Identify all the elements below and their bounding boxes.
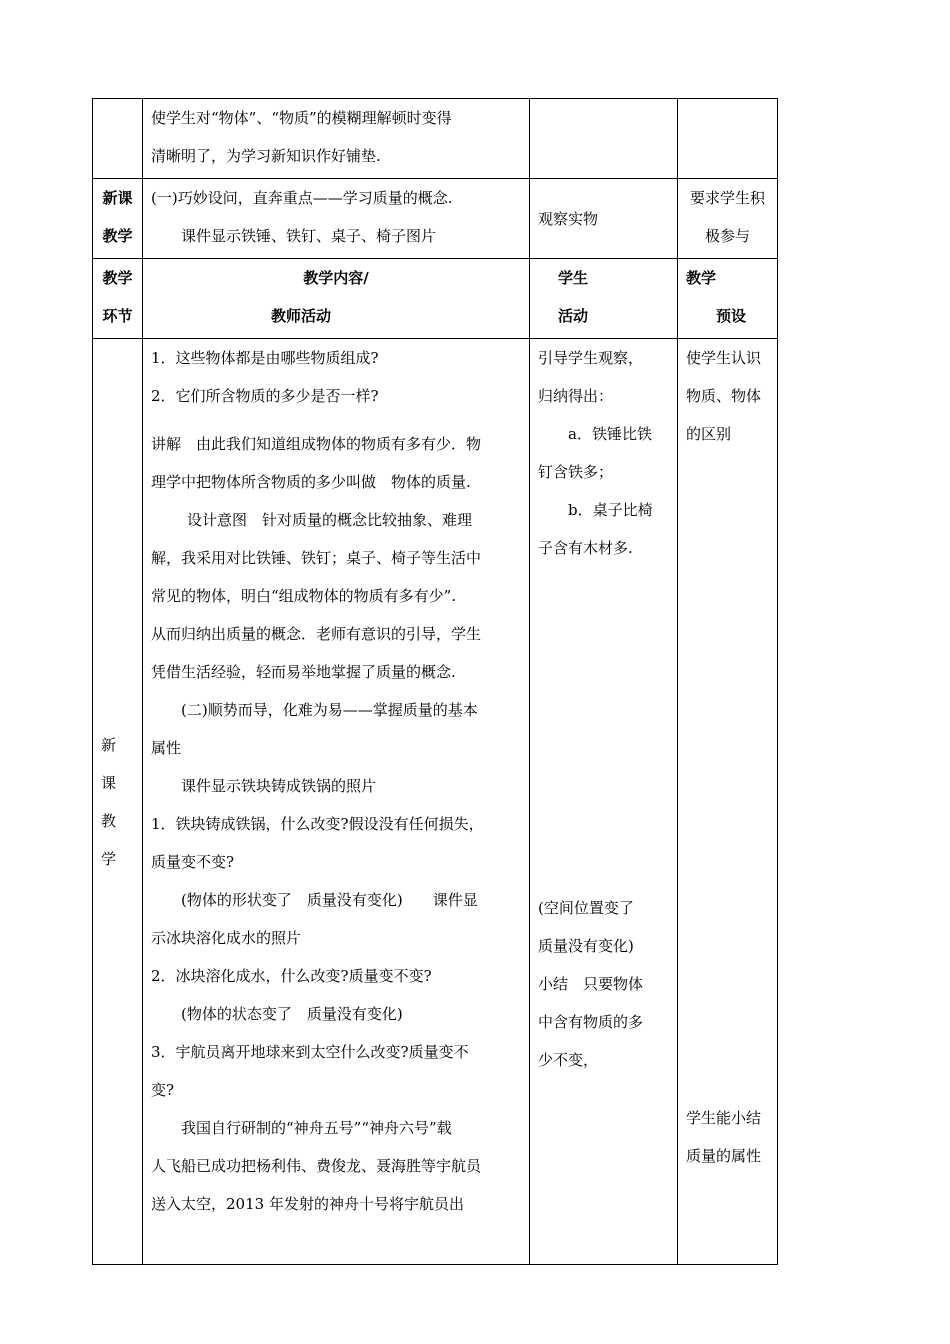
spacer bbox=[686, 453, 769, 1099]
content-line: 示冰块溶化成水的照片 bbox=[151, 929, 302, 947]
main-content-cell bbox=[143, 339, 530, 1265]
content-line: 变? bbox=[151, 1081, 175, 1099]
main-student-cell bbox=[530, 339, 678, 1265]
lesson-plan-table bbox=[92, 98, 778, 1265]
intro-student-cell bbox=[530, 99, 678, 179]
content-line: (物体的状态变了 质量没有变化) bbox=[181, 1005, 403, 1023]
header-content-cell bbox=[143, 259, 530, 339]
intro-line: 清晰明了，为学习新知识作好铺垫. bbox=[151, 147, 381, 165]
content-line: 送入太空，2013 年发射的神舟十号将宇航员出 bbox=[151, 1195, 464, 1213]
content-line: 质量变不变? bbox=[151, 853, 235, 871]
intro-preset-cell bbox=[678, 99, 778, 179]
main-row bbox=[93, 339, 778, 1265]
header-label: 教学 bbox=[686, 269, 717, 287]
section-char: 新 bbox=[101, 735, 117, 754]
preset-line: 的区别 bbox=[686, 425, 732, 443]
main-section-cell bbox=[93, 339, 143, 1265]
student-line: 质量没有变化) bbox=[538, 937, 634, 955]
student-line: 小结 只要物体 bbox=[538, 975, 644, 993]
new-lesson-preset-cell bbox=[678, 179, 778, 259]
new-lesson-student-cell bbox=[530, 179, 678, 259]
preset-line: 物质、物体 bbox=[686, 387, 762, 405]
header-label: 教师活动 bbox=[271, 307, 332, 325]
section-char: 课 bbox=[101, 773, 117, 792]
content-line: 凭借生活经验，轻而易举地掌握了质量的概念. bbox=[151, 663, 456, 681]
header-row bbox=[93, 259, 778, 339]
student-line: 钉含铁多； bbox=[538, 463, 614, 481]
header-section-cell bbox=[93, 259, 143, 339]
spacer bbox=[538, 567, 669, 889]
new-lesson-section-cell bbox=[93, 179, 143, 259]
content-line: 2．它们所含物质的多少是否一样? bbox=[151, 387, 379, 405]
content-line: (物体的形状变了 质量没有变化) 课件显 bbox=[181, 891, 478, 909]
content-line: (一)巧妙设问，直奔重点——学习质量的概念. bbox=[151, 189, 453, 207]
content-line: 讲解 由此我们知道组成物体的物质有多有少．物 bbox=[151, 435, 482, 453]
student-line: 少不变， bbox=[538, 1051, 599, 1069]
header-preset-cell bbox=[678, 259, 778, 339]
content-line: 解，我采用对比铁锤、铁钉；桌子、椅子等生活中 bbox=[151, 549, 482, 567]
content-line: 课件显示铁块铸成铁锅的照片 bbox=[181, 777, 377, 795]
header-label: 环节 bbox=[102, 307, 133, 325]
preset-line: 要求学生积 bbox=[689, 189, 765, 207]
content-line: 人飞船已成功把杨利伟、费俊龙、聂海胜等宇航员 bbox=[151, 1157, 482, 1175]
content-line: 我国自行研制的“神舟五号”“神舟六号”载 bbox=[181, 1119, 452, 1137]
preset-line: 使学生认识 bbox=[686, 349, 762, 367]
content-line: 属性 bbox=[151, 739, 182, 757]
header-label: 活动 bbox=[558, 307, 589, 325]
content-line: 课件显示铁锤、铁钉、桌子、椅子图片 bbox=[181, 227, 437, 245]
student-activity: 观察实物 bbox=[538, 209, 599, 228]
preset-line: 学生能小结 bbox=[686, 1109, 762, 1127]
content-line: 从而归纳出质量的概念．老师有意识的引导，学生 bbox=[151, 625, 482, 643]
intro-line: 使学生对“物体”、“物质”的模糊理解顿时变得 bbox=[151, 109, 452, 127]
student-line: 中含有物质的多 bbox=[538, 1013, 644, 1031]
new-lesson-row bbox=[93, 179, 778, 259]
preset-line: 极参与 bbox=[704, 227, 750, 245]
new-lesson-content-cell bbox=[143, 179, 530, 259]
student-line: (空间位置变了 bbox=[538, 899, 634, 917]
header-label: 教学 bbox=[102, 269, 133, 287]
student-line: 子含有木材多. bbox=[538, 539, 633, 557]
section-label: 新课 bbox=[102, 189, 133, 207]
header-label: 预设 bbox=[716, 307, 747, 325]
content-line: 1．铁块铸成铁锅，什么改变?假设没有任何损失， bbox=[151, 815, 484, 833]
header-label: 教学内容/ bbox=[303, 269, 369, 287]
content-line: 常见的物体，明白“组成物体的物质有多有少”. bbox=[151, 587, 457, 605]
student-line: a．铁锤比铁 bbox=[568, 425, 652, 443]
spacer bbox=[151, 415, 521, 425]
content-line: (二)顺势而导，化难为易——掌握质量的基本 bbox=[181, 701, 478, 719]
section-char: 教 bbox=[101, 811, 117, 830]
header-label: 学生 bbox=[558, 269, 589, 287]
content-line: 3．宇航员离开地球来到太空什么改变?质量变不 bbox=[151, 1043, 469, 1061]
content-line: 2．冰块溶化成水，什么改变?质量变不变? bbox=[151, 967, 432, 985]
header-student-cell bbox=[530, 259, 678, 339]
content-line: 理学中把物体所含物质的多少叫做 物体的质量. bbox=[151, 473, 471, 491]
main-preset-cell bbox=[678, 339, 778, 1265]
preset-line: 质量的属性 bbox=[686, 1147, 762, 1165]
intro-section-cell bbox=[93, 99, 143, 179]
intro-row bbox=[93, 99, 778, 179]
content-line: 设计意图 针对质量的概念比较抽象、难理 bbox=[187, 511, 473, 529]
section-label: 教学 bbox=[102, 227, 133, 245]
student-line: b．桌子比椅 bbox=[568, 501, 653, 519]
intro-content-cell bbox=[143, 99, 530, 179]
student-line: 引导学生观察， bbox=[538, 349, 644, 367]
content-line: 1．这些物体都是由哪些物质组成? bbox=[151, 349, 379, 367]
section-char: 学 bbox=[101, 849, 117, 868]
student-line: 归纳得出： bbox=[538, 387, 614, 405]
